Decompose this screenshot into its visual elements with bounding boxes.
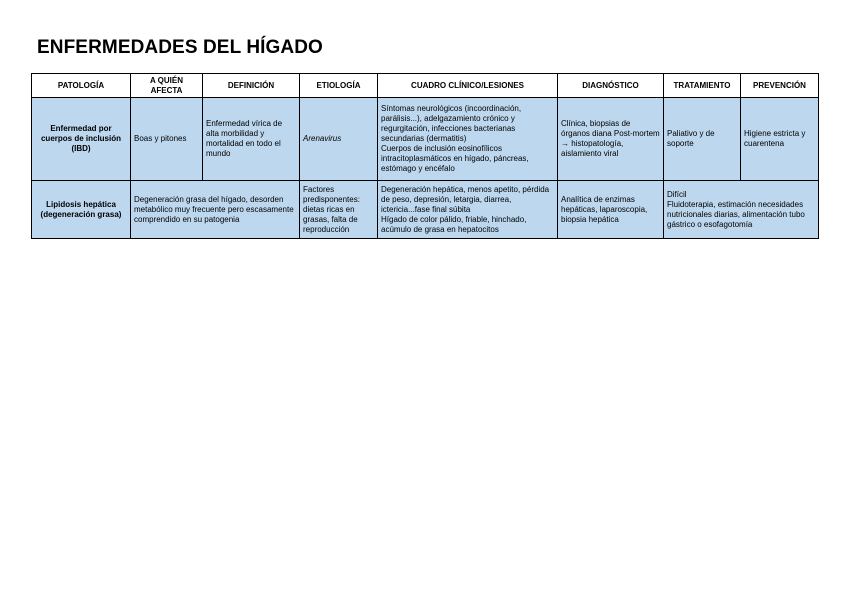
- table-header-row: [32, 74, 819, 98]
- header-a-quien-afecta: A QUIÉN AFECTA: [131, 74, 203, 98]
- cell-afecta-definicion: Degeneración grasa del hígado, desorden metabólico muy frecuente pero escasamente comprendido en su patogenia: [131, 181, 300, 239]
- cell-diagnostico: Analítica de enzimas hepáticas, laparoscopia, biopsia hepática: [558, 181, 664, 239]
- header-patologia: PATOLOGÍA: [32, 74, 131, 98]
- cell-patologia: Enfermedad por cuerpos de inclusión (IBD): [32, 98, 131, 181]
- cell-cuadro-clinico: [378, 98, 558, 181]
- cell-cuadro-clinico: [378, 181, 558, 239]
- diseases-table: [31, 73, 819, 239]
- tratamiento-line: Fluidoterapia, estimación necesidades nutricionales diarias, alimentación tubo gástrico o esofagotomía: [667, 199, 805, 229]
- header-tratamiento: TRATAMIENTO: [664, 74, 741, 98]
- header-diagnostico: DIAGNÓSTICO: [558, 74, 664, 98]
- cell-diagnostico: Clínica, biopsias de órganos diana Post-mortem → histopatología, aislamiento viral: [558, 98, 664, 181]
- header-prevencion: PREVENCIÓN: [741, 74, 819, 98]
- cuadro-line: Cuerpos de inclusión eosinofílicos intracitoplasmáticos en hígado, páncreas, estómago y encéfalo: [381, 144, 529, 173]
- page-title: ENFERMEDADES DEL HÍGADO: [37, 37, 323, 58]
- cell-tratamiento: Paliativo y de soporte: [664, 98, 741, 181]
- cuadro-line: Degeneración hepática, menos apetito, pérdida de peso, depresión, letargia, diarrea, ictericia...fase final súbita: [381, 184, 550, 214]
- header-definicion: DEFINICIÓN: [203, 74, 300, 98]
- header-cuadro-clinico: CUADRO CLÍNICO/LESIONES: [378, 74, 558, 98]
- cell-patologia: Lipidosis hepática (degeneración grasa): [32, 181, 131, 239]
- cell-etiologia: Arenavirus: [300, 98, 378, 181]
- cuadro-line: Síntomas neurológicos (incoordinación, parálisis...), adelgazamiento crónico y regurgitación, infecciones bacterianas secundarias (dermatitis): [381, 104, 522, 143]
- table-row: [32, 98, 819, 181]
- cuadro-line: Hígado de color pálido, friable, hinchado, acúmulo de grasa en hepatocitos: [381, 214, 527, 234]
- cell-etiologia: Factores predisponentes: dietas ricas en grasas, falta de reproducción: [300, 181, 378, 239]
- cell-prevencion: Higiene estricta y cuarentena: [741, 98, 819, 181]
- table-row: [32, 181, 819, 239]
- header-etiologia: ETIOLOGÍA: [300, 74, 378, 98]
- cell-tratamiento-prevencion: [664, 181, 819, 239]
- cell-afecta: Boas y pitones: [131, 98, 203, 181]
- tratamiento-line: Difícil: [667, 189, 687, 199]
- cell-definicion: Enfermedad vírica de alta morbilidad y mortalidad en todo el mundo: [203, 98, 300, 181]
